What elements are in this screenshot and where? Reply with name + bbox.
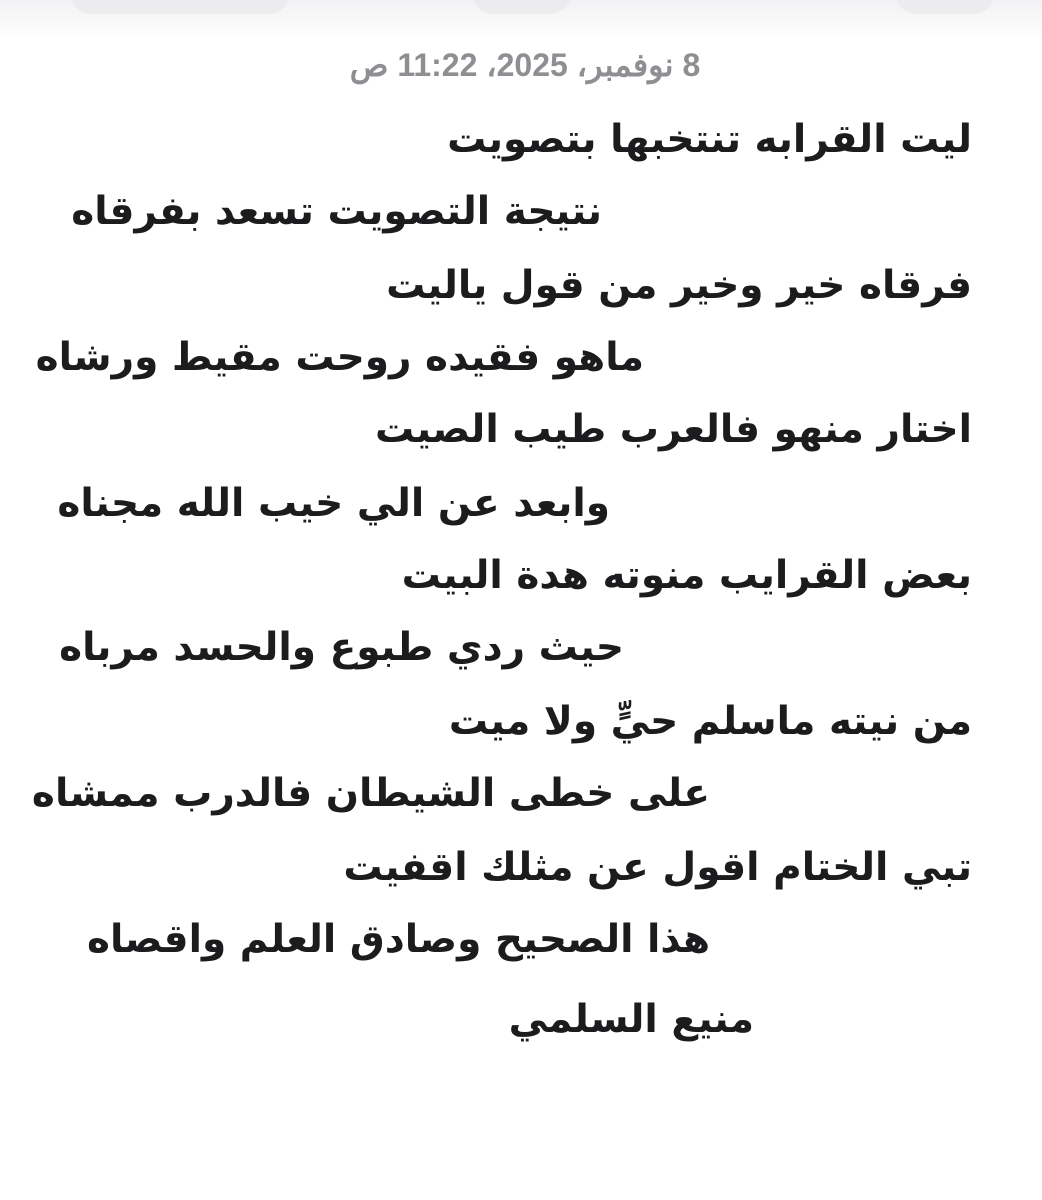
poem-line: وابعد عن الي خيب الله مجناه bbox=[57, 481, 610, 526]
poem-line: اختار منهو فالعرب طيب الصيت bbox=[375, 407, 972, 452]
note-timestamp: 8 نوفمبر، 2025، 11:22 ص bbox=[349, 47, 701, 83]
poem-line: من نيته ماسلم حيٍّ ولا ميت bbox=[448, 699, 972, 744]
poem-line: ليت القرابه تنتخبها بتصويت bbox=[447, 117, 972, 162]
poem-line: نتيجة التصويت تسعد بفرقاه bbox=[71, 189, 602, 234]
poem-line: تبي الختام اقول عن مثلك اقفيت bbox=[343, 845, 972, 890]
poem-line: بعض القرايب منوته هدة البيت bbox=[401, 553, 972, 598]
poem-signature: منيع السلمي bbox=[508, 997, 754, 1042]
poem-line: ماهو فقيده روحت مقيط ورشاه bbox=[35, 335, 644, 380]
poem-line: هذا الصحيح وصادق العلم واقصاه bbox=[86, 917, 710, 962]
poem-line: حيث ردي طبوع والحسد مرباه bbox=[59, 625, 624, 670]
poem-line: على خطى الشيطان فالدرب ممشاه bbox=[31, 771, 710, 816]
poem-line: فرقاه خير وخير من قول ياليت bbox=[386, 263, 972, 308]
